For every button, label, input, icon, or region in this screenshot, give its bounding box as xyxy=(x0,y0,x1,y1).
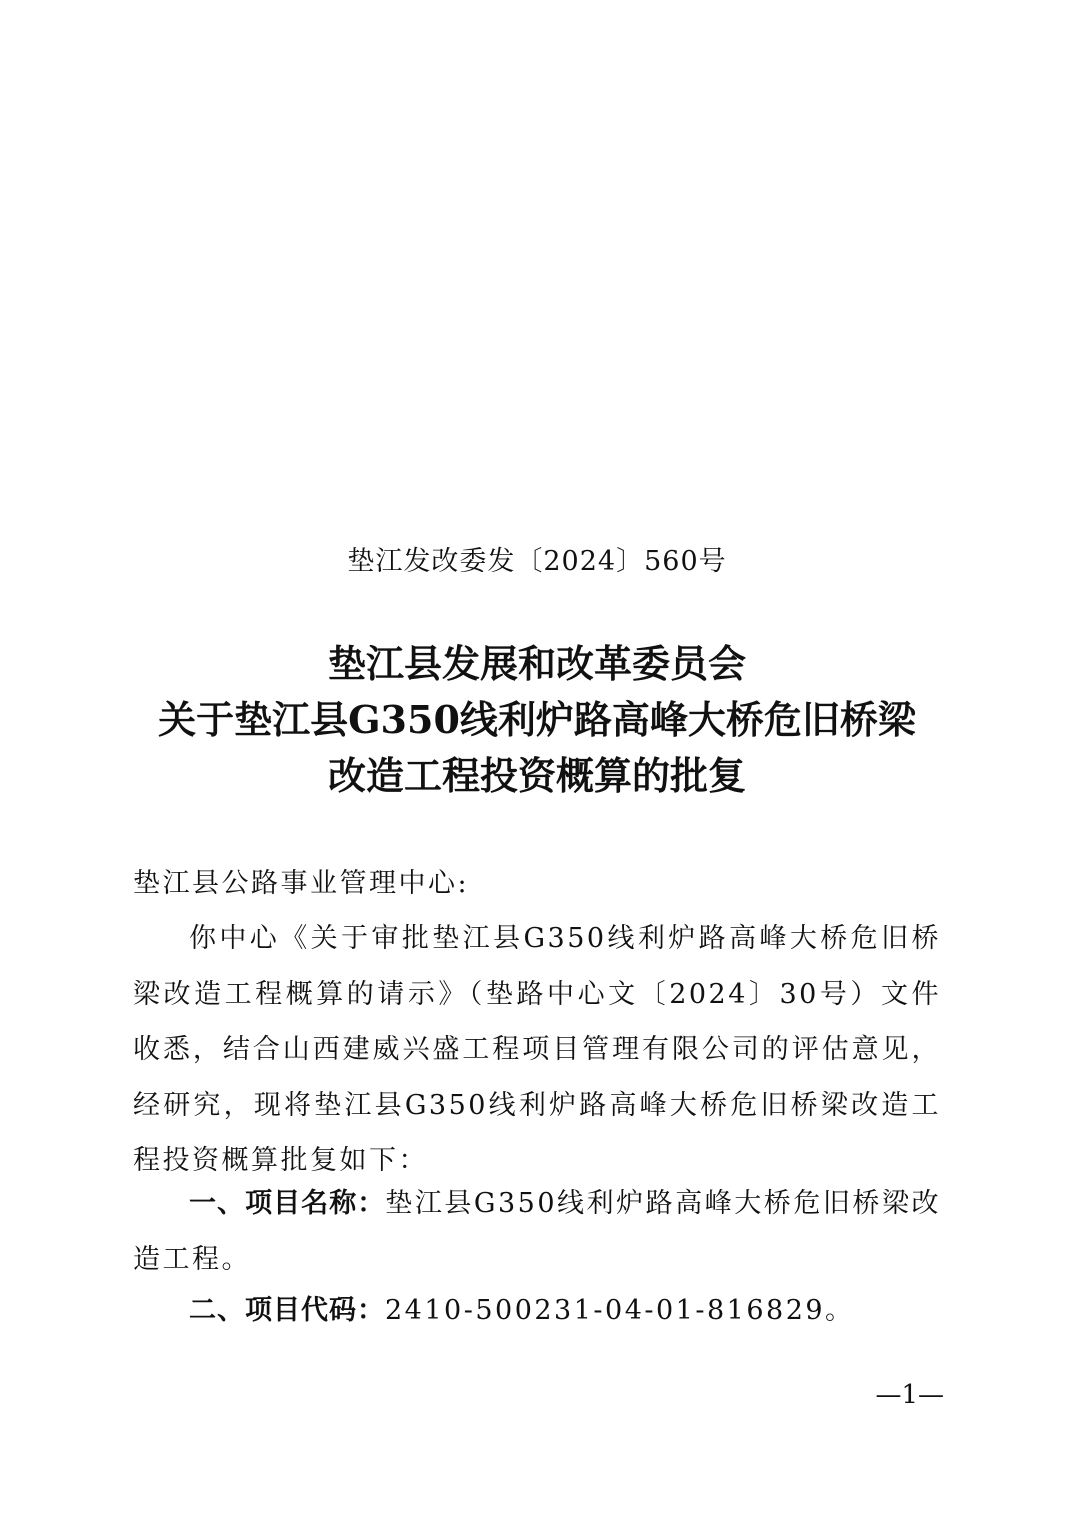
item-text: 垫江县G350线利炉路高峰大桥危旧桥梁改造工程。 xyxy=(133,1188,942,1275)
document-title xyxy=(0,636,1074,804)
item-project-name xyxy=(133,1176,941,1287)
title-line-1: 垫江县发展和改革委员会 xyxy=(327,641,746,686)
item-project-code xyxy=(133,1283,941,1339)
page-number: —1— xyxy=(875,1380,944,1410)
salutation: 垫江县公路事业管理中心: xyxy=(133,868,470,899)
item-label: 二、项目代码： xyxy=(189,1295,385,1326)
title-line-3: 改造工程投资概算的批复 xyxy=(327,753,746,798)
document-number: 垫江发改委发〔2024〕560号 xyxy=(347,546,727,577)
item-label: 一、项目名称： xyxy=(189,1188,386,1219)
body-paragraph: 你中心《关于审批垫江县G350线利炉路高峰大桥危旧桥梁改造工程概算的请示》（垫路中心文〔2024〕30号）文件收悉，结合山西建威兴盛工程项目管理有限公司的评估意见，经研究，现将垫江县G350线利炉路高峰大桥危旧桥梁改造工程投资概算批复如下： xyxy=(133,923,941,1176)
title-line-2: 关于垫江县G350线利炉路高峰大桥危旧桥梁 xyxy=(158,697,916,742)
item-text: 2410-500231-04-01-816829。 xyxy=(385,1295,855,1326)
